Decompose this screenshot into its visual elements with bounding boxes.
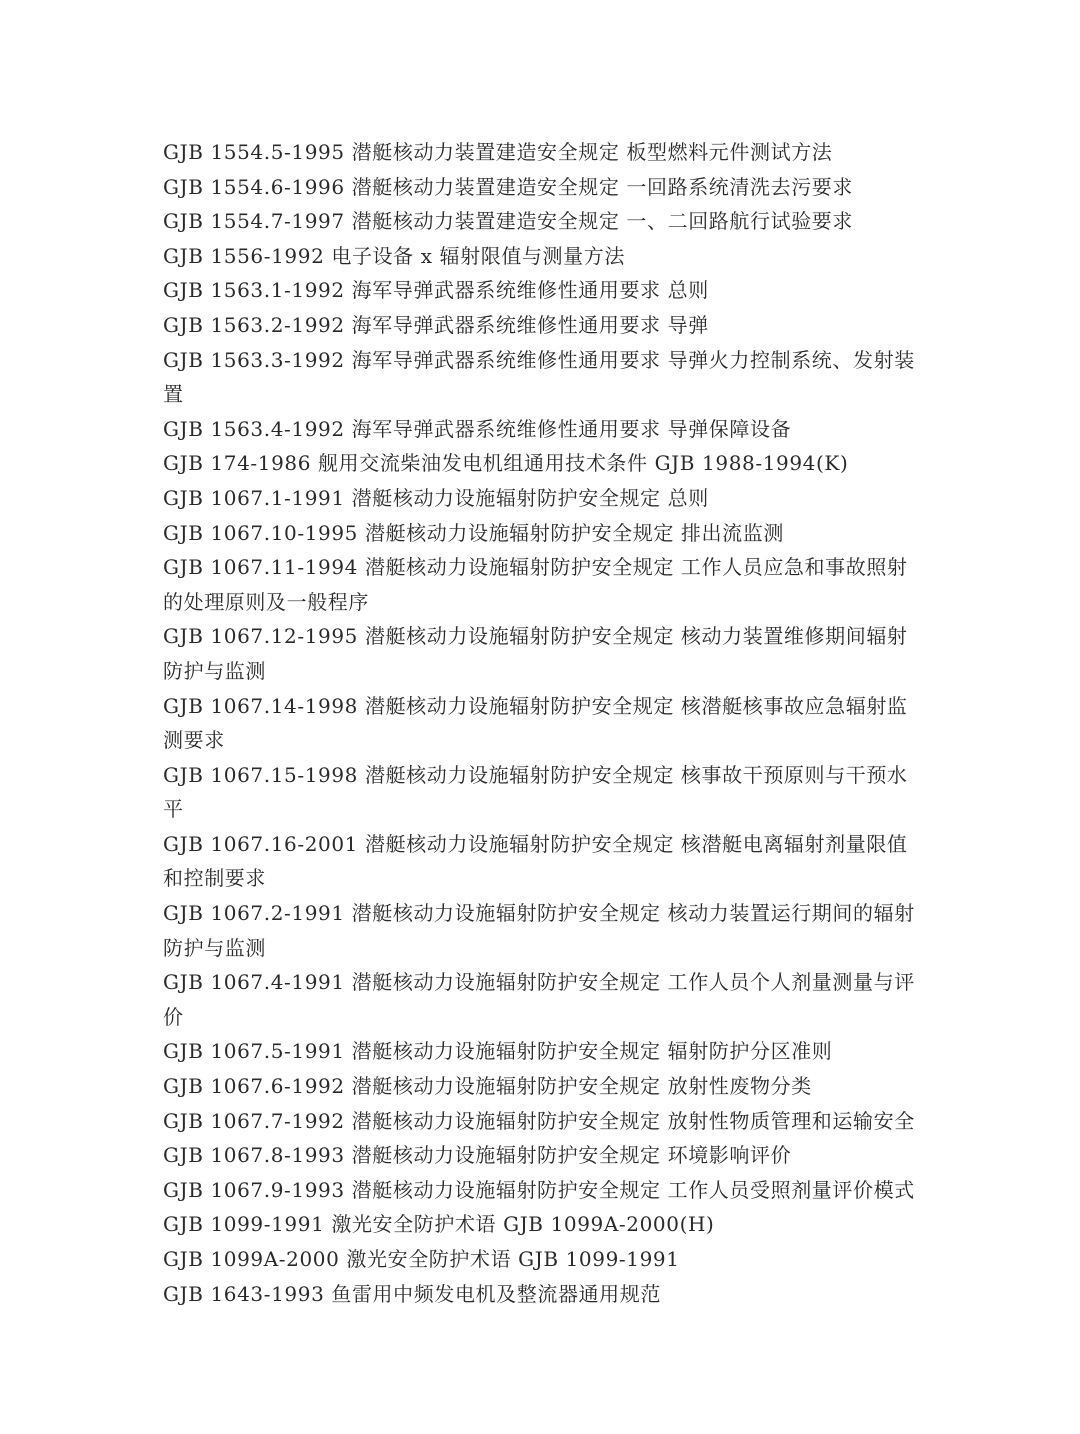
standard-entry: GJB 1067.10-1995 潜艇核动力设施辐射防护安全规定 排出流监测: [163, 520, 784, 545]
standard-entry: GJB 1067.12-1995 潜艇核动力设施辐射防护安全规定 核动力装置维修期间辐射防护与监测: [163, 624, 908, 683]
standard-entry: GJB 1067.11-1994 潜艇核动力设施辐射防护安全规定 工作人员应急和事故照射的处理原则及一般程序: [163, 555, 908, 614]
standard-entry: GJB 1067.4-1991 潜艇核动力设施辐射防护安全规定 工作人员个人剂量测量与评价: [163, 970, 915, 1029]
standard-entry: GJB 1067.8-1993 潜艇核动力设施辐射防护安全规定 环境影响评价: [163, 1143, 792, 1168]
standard-entry: GJB 1067.5-1991 潜艇核动力设施辐射防护安全规定 辐射防护分区准则: [163, 1039, 833, 1064]
standard-entry: GJB 1067.16-2001 潜艇核动力设施辐射防护安全规定 核潜艇电离辐射剂量限值和控制要求: [163, 831, 908, 891]
standard-entry: GJB 1554.7-1997 潜艇核动力装置建造安全规定 一、二回路航行试验要求: [163, 209, 853, 234]
standard-entry: GJB 1554.6-1996 潜艇核动力装置建造安全规定 一回路系统清洗去污要求: [163, 174, 853, 199]
standard-entry: GJB 1556-1992 电子设备 x 辐射限值与测量方法: [163, 243, 625, 268]
standard-entry: GJB 1554.5-1995 潜艇核动力装置建造安全规定 板型燃料元件测试方法: [163, 140, 833, 164]
standard-entry: GJB 1643-1993 鱼雷用中频发电机及整流器通用规范: [163, 1281, 661, 1306]
standard-entry: GJB 1067.2-1991 潜艇核动力设施辐射防护安全规定 核动力装置运行期间的辐射防护与监测: [163, 901, 915, 960]
standard-entry: GJB 1563.4-1992 海军导弹武器系统维修性通用要求 导弹保障设备: [163, 416, 792, 441]
standard-entry: GJB 1067.9-1993 潜艇核动力设施辐射防护安全规定 工作人员受照剂量评价模式: [163, 1177, 915, 1202]
standard-entry: GJB 1067.6-1992 潜艇核动力设施辐射防护安全规定 放射性废物分类: [163, 1074, 812, 1099]
standard-entry: GJB 1563.2-1992 海军导弹武器系统维修性通用要求 导弹: [163, 312, 709, 337]
standard-entry: GJB 1099-1991 激光安全防护术语 GJB 1099A-2000(H): [163, 1212, 715, 1237]
standards-list: [163, 135, 923, 1311]
standard-entry: GJB 174-1986 舰用交流柴油发电机组通用技术条件 GJB 1988-1994(K): [163, 451, 849, 476]
standard-entry: GJB 1563.3-1992 海军导弹武器系统维修性通用要求 导弹火力控制系统、发射装置: [163, 347, 915, 407]
standard-entry: GJB 1099A-2000 激光安全防护术语 GJB 1099-1991: [163, 1247, 680, 1271]
standard-entry: GJB 1067.14-1998 潜艇核动力设施辐射防护安全规定 核潜艇核事故应急辐射监测要求: [163, 693, 908, 753]
standard-entry: GJB 1067.7-1992 潜艇核动力设施辐射防护安全规定 放射性物质管理和运输安全: [163, 1108, 915, 1133]
standard-entry: GJB 1067.15-1998 潜艇核动力设施辐射防护安全规定 核事故干预原则与干预水平: [163, 762, 908, 822]
standard-entry: GJB 1067.1-1991 潜艇核动力设施辐射防护安全规定 总则: [163, 485, 709, 510]
standard-entry: GJB 1563.1-1992 海军导弹武器系统维修性通用要求 总则: [163, 278, 709, 303]
